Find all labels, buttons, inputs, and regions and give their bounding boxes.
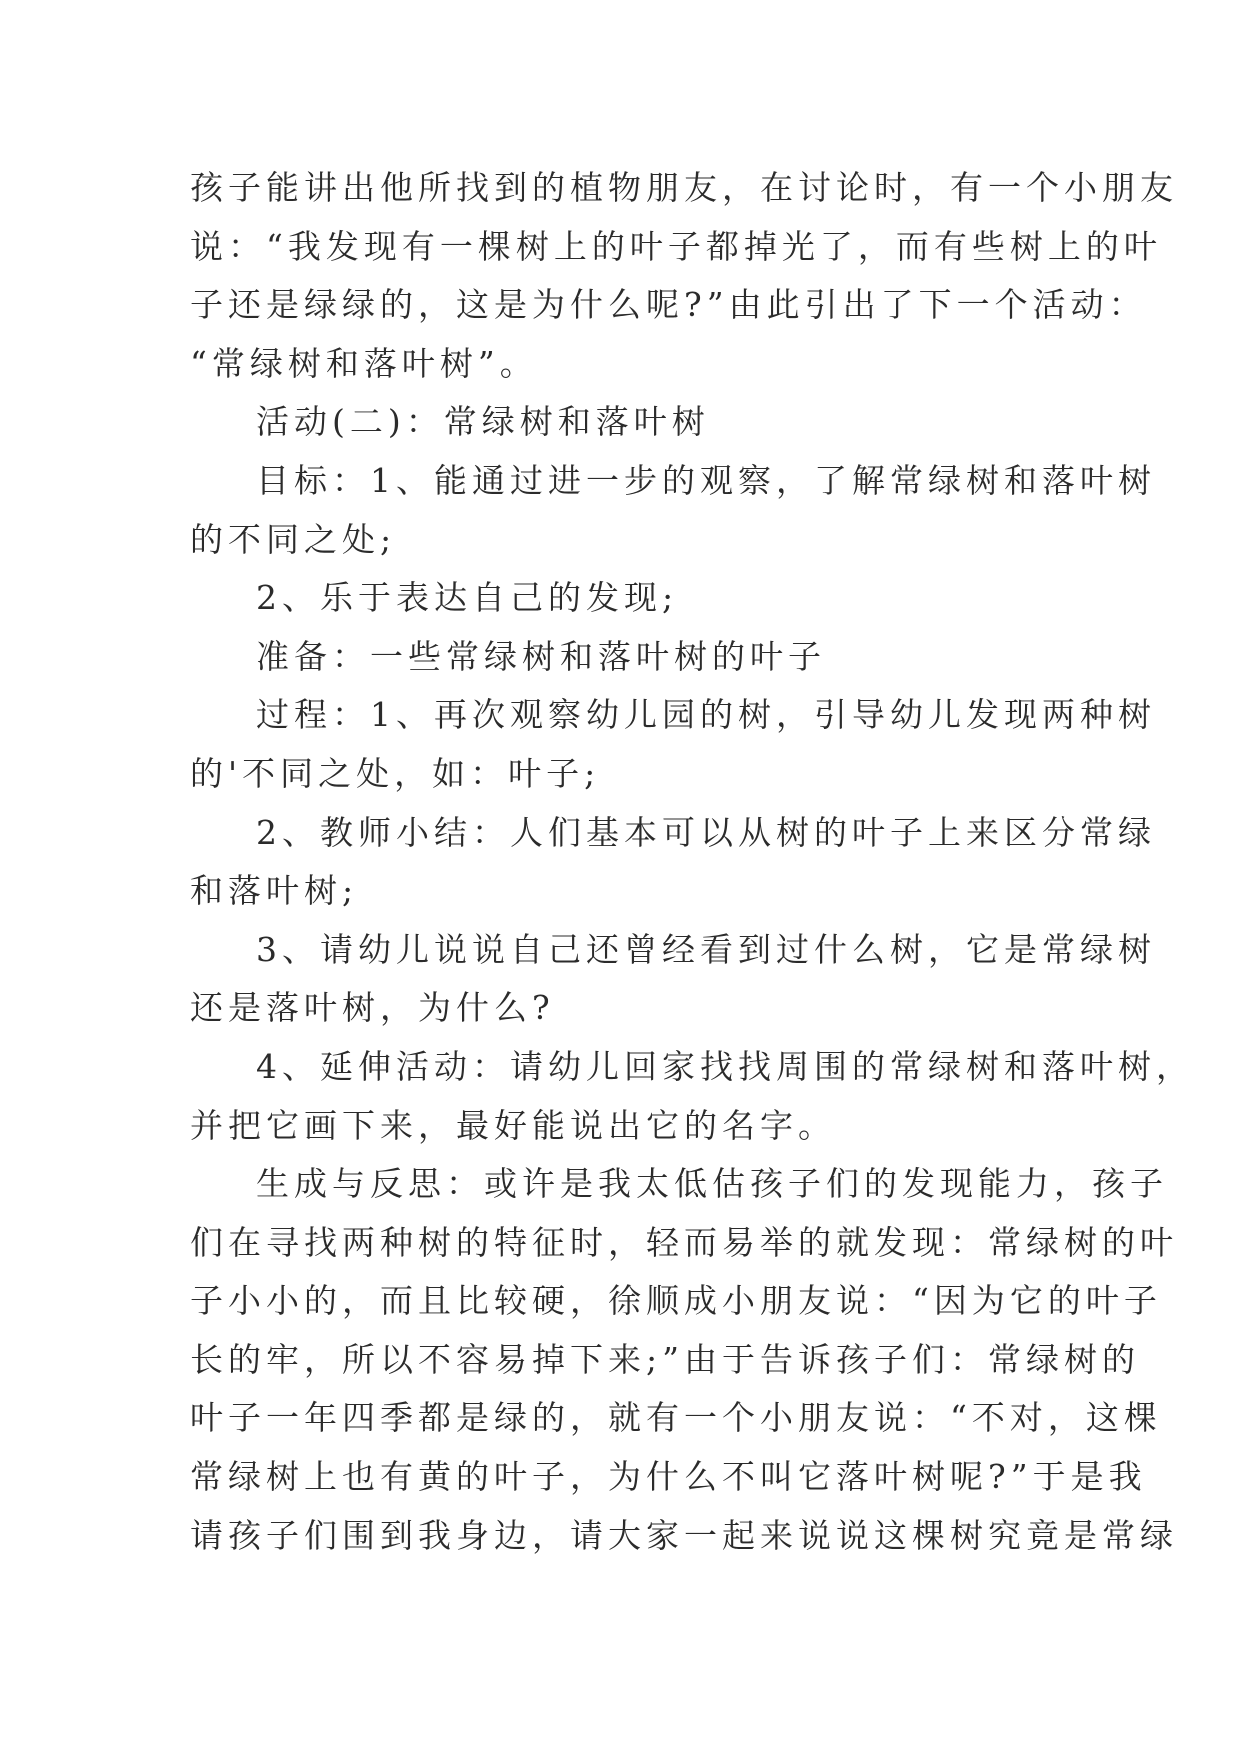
text-line: 准备：一些常绿树和落叶树的叶子 <box>256 636 826 676</box>
text-line: 和落叶树; <box>190 871 359 911</box>
text-line: 的'不同之处，如：叶子; <box>190 753 601 793</box>
text-line: 孩子能讲出他所找到的植物朋友，在讨论时，有一个小朋友 <box>190 168 1178 207</box>
text-line: “常绿树和落叶树”。 <box>190 343 538 383</box>
text-line: 子还是绿绿的，这是为什么呢?”由此引出了下一个活动： <box>190 285 1147 325</box>
text-line: 常绿树上也有黄的叶子，为什么不叫它落叶树呢?”于是我 <box>190 1457 1147 1497</box>
text-line: 4、延伸活动：请幼儿回家找找周围的常绿树和落叶树， <box>256 1046 1194 1086</box>
text-line: 目标：1、能通过进一步的观察，了解常绿树和落叶树 <box>256 460 1156 500</box>
text-line: 请孩子们围到我身边，请大家一起来说说这棵树究竟是常绿 <box>190 1515 1178 1555</box>
text-line: 子小小的，而且比较硬，徐顺成小朋友说：“因为它的叶子 <box>190 1281 1162 1321</box>
text-line: 2、乐于表达自己的发现; <box>256 578 679 618</box>
text-line: 生成与反思：或许是我太低估孩子们的发现能力，孩子 <box>256 1164 1168 1204</box>
text-line: 并把它画下来，最好能说出它的名字。 <box>190 1105 836 1145</box>
section-heading: 活动(二)：常绿树和落叶树 <box>256 402 710 442</box>
text-line: 过程：1、再次观察幼儿园的树，引导幼儿发现两种树 <box>256 695 1156 735</box>
document-body <box>190 159 1194 1565</box>
text-line: 3、请幼儿说说自己还曾经看到过什么树，它是常绿树 <box>256 929 1156 969</box>
text-line: 长的牢，所以不容易掉下来;”由于告诉孩子们：常绿树的 <box>190 1339 1140 1379</box>
text-line: 2、教师小结：人们基本可以从树的叶子上来区分常绿 <box>256 812 1156 852</box>
text-line: 说：“我发现有一棵树上的叶子都掉光了，而有些树上的叶 <box>190 226 1162 266</box>
text-line: 的不同之处; <box>190 519 397 559</box>
text-line: 叶子一年四季都是绿的，就有一个小朋友说：“不对，这棵 <box>190 1398 1162 1438</box>
text-line: 们在寻找两种树的特征时，轻而易举的就发现：常绿树的叶 <box>190 1222 1178 1262</box>
text-line: 还是落叶树，为什么? <box>190 988 555 1028</box>
